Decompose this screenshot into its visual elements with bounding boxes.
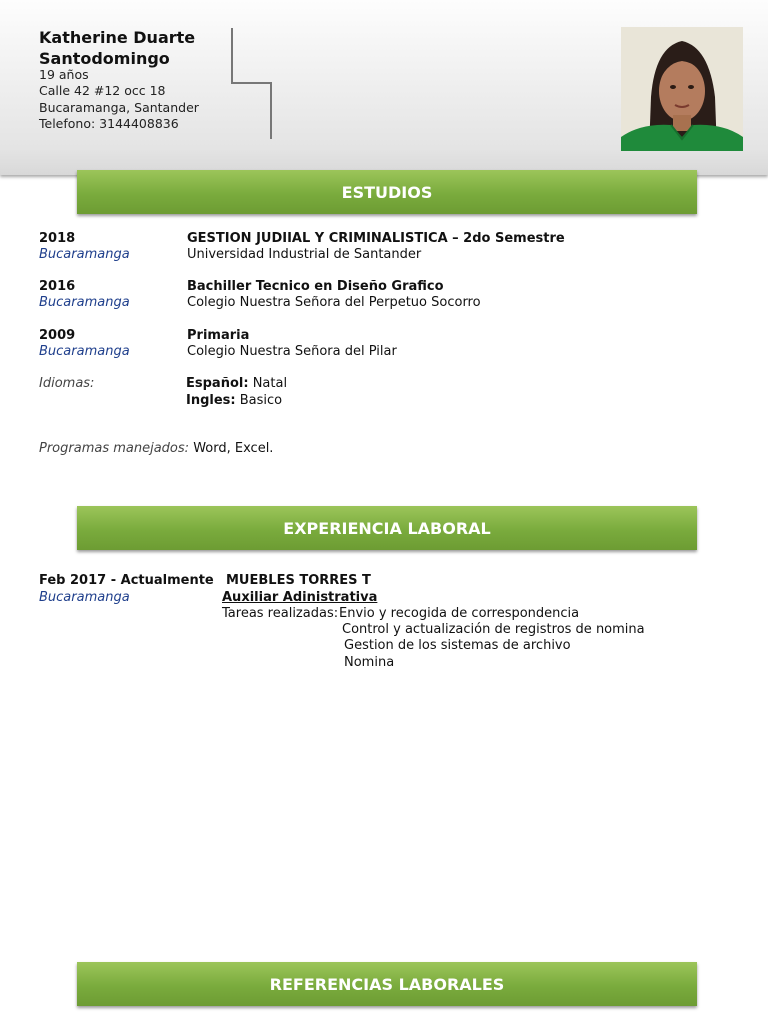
language-level: Natal xyxy=(252,376,288,391)
job-task: Nomina xyxy=(344,655,395,670)
language-name: Ingles: xyxy=(186,393,236,408)
section-header-studies: ESTUDIOS xyxy=(77,170,697,214)
study-institution: Colegio Nuestra Señora del Pilar xyxy=(187,344,397,359)
city: Bucaramanga, Santander xyxy=(39,99,199,115)
job-city: Bucaramanga xyxy=(39,590,130,605)
study-institution: Universidad Industrial de Santander xyxy=(187,247,422,262)
decorative-line xyxy=(231,28,233,84)
language-level: Basico xyxy=(239,393,283,408)
languages-label: Idiomas: xyxy=(39,376,95,391)
job-task: Control y actualización de registros de nomina xyxy=(342,622,645,637)
job-task: Gestion de los sistemas de archivo xyxy=(344,638,571,653)
section-header-references: REFERENCIAS LABORALES xyxy=(77,962,697,1006)
decorative-line xyxy=(270,82,272,139)
job-task: Envio y recogida de correspondencia xyxy=(339,606,580,621)
job-position: Auxiliar Adinistrativa xyxy=(222,590,378,605)
profile-photo xyxy=(621,27,743,151)
language-item xyxy=(186,376,287,392)
name-line-1: Katherine Duarte xyxy=(39,28,196,47)
programs xyxy=(39,441,273,457)
language-name: Español: xyxy=(186,376,249,391)
address: Calle 42 #12 occ 18 xyxy=(39,83,166,99)
decorative-line xyxy=(231,82,272,84)
job-period: Feb 2017 - Actualmente xyxy=(39,573,214,588)
phone: Telefono: 3144408836 xyxy=(39,115,179,131)
contact-info xyxy=(39,67,199,132)
study-title: Bachiller Tecnico en Diseño Grafico xyxy=(187,279,444,294)
study-title: GESTION JUDIIAL Y CRIMINALISTICA – 2do Semestre xyxy=(187,231,565,246)
study-year: 2009 xyxy=(39,328,76,343)
job-company: MUEBLES TORRES T xyxy=(226,573,371,588)
section-header-experience: EXPERIENCIA LABORAL xyxy=(77,506,697,550)
study-city: Bucaramanga xyxy=(39,344,130,359)
age: 19 años xyxy=(39,67,89,82)
study-year: 2018 xyxy=(39,231,76,246)
language-item xyxy=(186,393,282,409)
job-tasks-label: Tareas realizadas: xyxy=(222,606,339,621)
programs-label: Programas manejados: xyxy=(39,441,190,456)
study-city: Bucaramanga xyxy=(39,247,130,262)
candidate-name xyxy=(39,27,229,69)
study-year: 2016 xyxy=(39,279,76,294)
study-institution: Colegio Nuestra Señora del Perpetuo Socorro xyxy=(187,295,481,310)
study-title: Primaria xyxy=(187,328,250,343)
name-line-2: Santodomingo xyxy=(39,49,170,68)
study-city: Bucaramanga xyxy=(39,295,130,310)
header xyxy=(0,0,768,175)
programs-value: Word, Excel. xyxy=(193,441,274,456)
